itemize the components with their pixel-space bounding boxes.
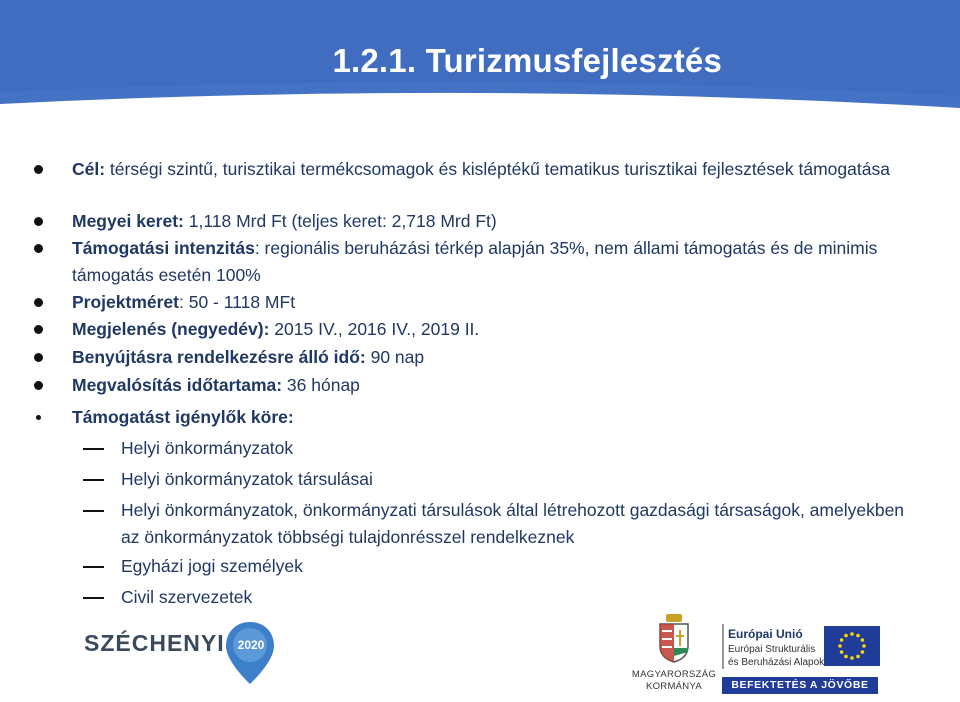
page-title: 1.2.1. Turizmusfejlesztés [332,42,722,79]
bullet-text: 2015 IV., 2016 IV., 2019 II. [269,319,480,339]
bullet-label: Megyei keret: [72,211,184,231]
sub-item-text: Helyi önkormányzatok, önkormányzati társulások által létrehozott gazdasági társaságok, amelyekben az önkormányzatok többségi tulajdonrésszel rendelkeznek [121,500,905,547]
bullet-label: Támogatási intenzitás [72,238,255,258]
bullet-label: Cél: [72,159,106,179]
bullet-dot [34,325,43,334]
header-band [0,0,960,112]
dash-marker [83,566,104,568]
bullet-label: Megvalósítás időtartama: [72,375,283,395]
bullet-dot [34,381,43,390]
szechenyi-wordmark: SZÉCHENYI [84,630,225,656]
sub-item [121,584,921,611]
dash-marker [83,597,104,599]
bullet-dot [34,353,43,362]
bullet-megyei-keret [72,208,902,235]
sub-item [121,553,921,580]
eu-line2: Európai Strukturális [728,644,816,655]
bullet-text: 36 hónap [282,375,360,395]
sub-item [121,497,921,551]
dash-marker [83,479,104,481]
bullet-text: 1,118 Mrd Ft (teljes keret: 2,718 Mrd Ft) [183,211,497,231]
bullet-tamogatasi-intenzitas [72,235,902,289]
sub-item-text: Egyházi jogi személyek [121,556,303,576]
eu-flag-icon [824,626,880,666]
hungarian-coat-of-arms-icon [654,612,694,664]
bullet-dot [34,165,43,174]
eu-title: Európai Unió [728,627,803,641]
bullet-dot [34,244,43,253]
sub-item-text: Helyi önkormányzatok [121,438,294,458]
government-logo [631,612,717,693]
sub-item-text: Civil szervezetek [121,587,253,607]
bullet-tamogatast-igenylok [72,404,902,431]
bullet-dot [34,298,43,307]
bullet-label: Megjelenés (negyedév): [72,319,270,339]
bullet-cel [72,156,902,183]
bullet-megjelenes [72,316,902,343]
bullet-label: Támogatást igénylők köre: [72,407,294,427]
dash-marker [83,510,104,512]
gov-line2: KORMÁNYA [645,681,703,692]
bullet-text: : regionális beruházási térkép alapján 35%, nem állami támogatás és de minimis támogatás esetén 100% [72,238,878,285]
bullet-projektmeret [72,289,902,316]
sub-item-text: Helyi önkormányzatok társulásai [121,469,373,489]
bullet-label: Benyújtásra rendelkezésre álló idő: [72,347,366,367]
sub-item [121,466,921,493]
bullet-megvalositas [72,372,902,399]
bullet-dot [36,415,41,420]
slogan-bar: BEFEKTETÉS A JÖVŐBE [722,677,878,694]
bullet-label: Projektméret [72,292,179,312]
bullet-dot [34,217,43,226]
sub-item [121,435,921,462]
szechenyi-pin-icon [224,620,276,686]
gov-line1: MAGYARORSZÁG [631,669,717,680]
eu-divider [722,624,724,669]
dash-marker [83,448,104,450]
bullet-text: 90 nap [365,347,425,367]
bullet-benyujtas [72,344,902,371]
bullet-text: térségi szintű, turisztikai termékcsomagok és kisléptékű tematikus turisztikai fejlesztések támogatása [105,159,890,179]
bullet-text: : 50 - 1118 MFt [179,292,296,312]
szechenyi-year: 2020 [237,638,265,652]
eu-line3: és Beruházási Alapok [728,657,825,668]
